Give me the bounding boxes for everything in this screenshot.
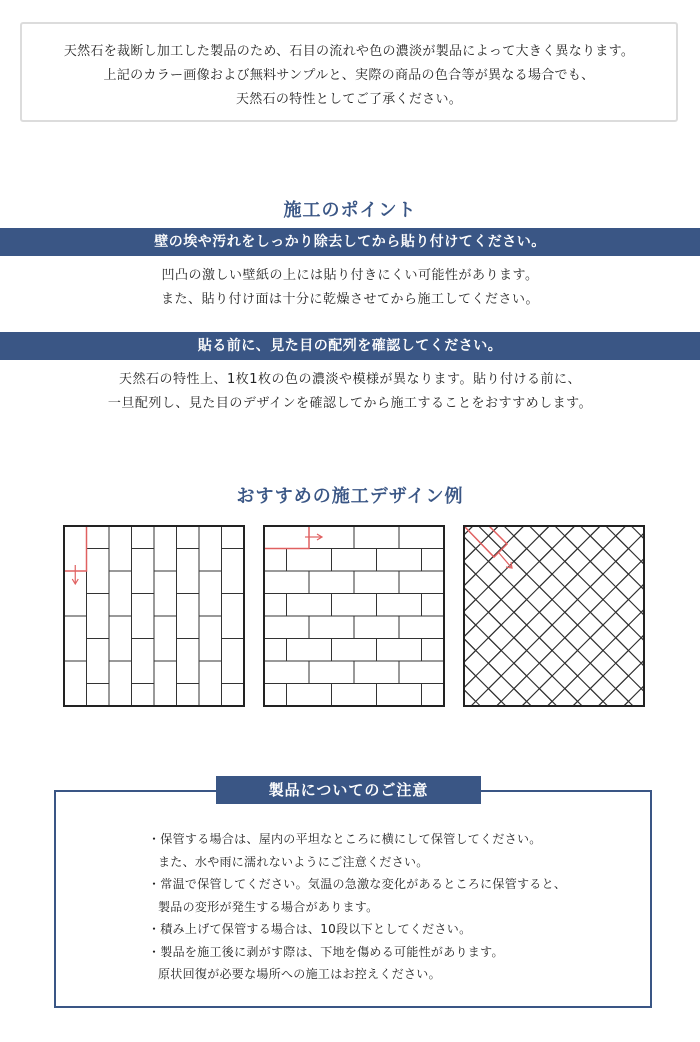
care-line: ・製品を施工後に剥がす際は、下地を傷める可能性があります。 — [148, 944, 504, 959]
care-line: ・積み上げて保管する場合は、10段以下としてください。 — [148, 922, 472, 936]
notice-line: 天然石の特性としてご了承ください。 — [235, 92, 463, 107]
herringbone-tile — [616, 525, 645, 561]
herringbone-tile — [616, 587, 645, 625]
notice-line: 天然石を裁断し加工した製品のため、石目の流れや色の濃淡が製品によって大きく異なります。 — [63, 44, 635, 59]
point-band-1: 壁の埃や汚れをしっかり除去してから貼り付けてください。 — [0, 228, 700, 256]
notice-line: 上記のカラー画像および無料サンプルと、実際の商品の色合等が異なる場合でも、 — [103, 68, 595, 83]
herringbone-tile — [539, 689, 577, 707]
herringbone-tile — [616, 574, 645, 612]
care-line: ・保管する場合は、屋内の平坦なところに横にして保管してください。 — [148, 832, 542, 846]
care-line: 原状回復が必要な場所への施工はお控えください。 — [158, 967, 441, 981]
vertical-stack-diagram — [63, 525, 245, 707]
point-text-line: また、貼り付け面は十分に乾燥させてから施工してください。 — [160, 292, 539, 307]
herringbone-tile — [616, 612, 645, 650]
care-line: ・常温で保管してください。気温の急激な変化があるところに保管すると、 — [148, 877, 567, 891]
herringbone-tile — [463, 676, 501, 707]
herringbone-diagram — [463, 525, 645, 707]
care-list — [148, 828, 648, 986]
highlight-tile — [264, 526, 309, 549]
care-line: また、水や雨に濡れないようにご注意ください。 — [158, 854, 429, 869]
horizontal-brick-diagram — [263, 525, 445, 707]
point-text-line: 一旦配列し、見た目のデザインを確認してから施工することをおすすめします。 — [107, 396, 593, 411]
herringbone-tile — [616, 561, 645, 599]
direction-arrow-icon — [499, 553, 511, 567]
horizontal-brick-svg — [263, 525, 445, 707]
herringbone-tile — [616, 549, 645, 587]
care-line: 製品の変形が発生する場合があります。 — [158, 899, 379, 914]
herringbone-tile — [514, 689, 552, 707]
herringbone-tile — [488, 689, 526, 707]
point-text-2 — [0, 368, 700, 416]
herringbone-tile — [565, 676, 603, 707]
highlight-tile — [64, 526, 87, 571]
herringbone-tile — [616, 625, 645, 663]
herringbone-tile — [539, 676, 577, 707]
herringbone-tile — [616, 638, 645, 676]
points-title: 施工のポイント — [283, 200, 417, 221]
herringbone-tile — [590, 689, 628, 707]
notice-box — [20, 22, 678, 122]
point-band-2: 貼る前に、見た目の配列を確認してください。 — [0, 332, 700, 360]
herringbone-tile — [565, 689, 603, 707]
point-text-1 — [0, 264, 700, 312]
herringbone-tile — [514, 676, 552, 707]
herringbone-tile — [616, 650, 645, 688]
herringbone-tile — [616, 676, 645, 707]
vertical-stack-svg — [63, 525, 245, 707]
highlight-tile — [464, 526, 507, 557]
herringbone-svg — [463, 525, 645, 707]
herringbone-tile — [616, 689, 645, 707]
care-title: 製品についてのご注意 — [216, 776, 481, 804]
point-text-line: 凹凸の激しい壁紙の上には貼り付きにくい可能性があります。 — [161, 268, 539, 283]
herringbone-tile — [590, 676, 628, 707]
designs-title: おすすめの施工デザイン例 — [236, 486, 464, 507]
herringbone-tile — [616, 663, 645, 701]
herringbone-tile — [616, 536, 645, 574]
herringbone-tile — [463, 689, 501, 707]
point-text-line: 天然石の特性上、1枚1枚の色の濃淡や模様が異なります。貼り付ける前に、 — [118, 372, 581, 387]
herringbone-tile — [488, 676, 526, 707]
herringbone-tile — [616, 600, 645, 638]
